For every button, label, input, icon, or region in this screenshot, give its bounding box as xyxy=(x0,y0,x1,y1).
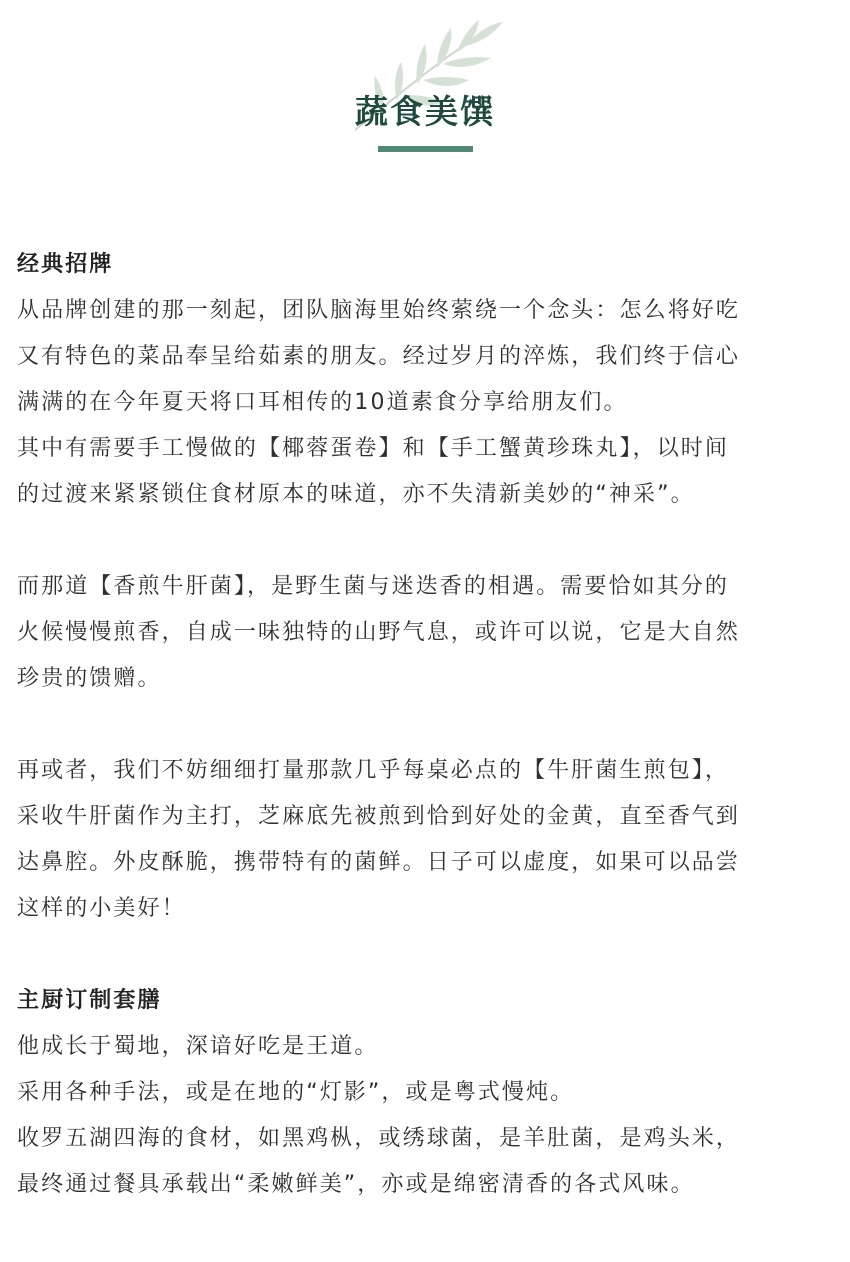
page-title: 蔬食美馔 xyxy=(355,92,495,131)
paragraph-line: 再或者，我们不妨细细打量那款几乎每桌必点的【牛肝菌生煎包】， xyxy=(17,758,730,783)
paragraph-gap xyxy=(17,932,837,978)
paragraph-line: 达鼻腔。外皮酥脆，携带特有的菌鲜。日子可以虚度，如果可以品尝 xyxy=(17,850,741,875)
section-heading: 主厨订制套膳 xyxy=(17,988,162,1013)
paragraph-gap xyxy=(17,518,837,564)
paragraph-line: 而那道【香煎牛肝菌】，是野生菌与迷迭香的相遇。需要恰如其分的 xyxy=(17,574,730,599)
paragraph-line: 的过渡来紧紧锁住食材原本的味道，亦不失清新美妙的“神采”。 xyxy=(17,482,695,507)
paragraph-line: 火候慢慢煎香，自成一味独特的山野气息，或许可以说，它是大自然 xyxy=(17,620,741,645)
page-header xyxy=(0,0,850,170)
paragraph-line: 其中有需要手工慢做的【椰蓉蛋卷】和【手工蟹黄珍珠丸】，以时间 xyxy=(17,436,730,461)
title-underline xyxy=(378,146,473,152)
paragraph-line: 这样的小美好！ xyxy=(17,896,186,921)
article-body xyxy=(17,242,837,1208)
paragraph-line: 最终通过餐具承载出“柔嫩鲜美”，亦或是绵密清香的各式风味。 xyxy=(17,1172,695,1197)
paragraph-line: 珍贵的馈赠。 xyxy=(17,666,162,691)
section-heading: 经典招牌 xyxy=(17,252,114,277)
paragraph-line: 采用各种手法，或是在地的“灯影”，或是粤式慢炖。 xyxy=(17,1080,575,1105)
paragraph-line: 他成长于蜀地，深谙好吃是王道。 xyxy=(17,1034,379,1059)
paragraph-line: 采收牛肝菌作为主打，芝麻底先被煎到恰到好处的金黄，直至香气到 xyxy=(17,804,741,829)
paragraph-line: 又有特色的菜品奉呈给茹素的朋友。经过岁月的淬炼，我们终于信心 xyxy=(17,344,741,369)
paragraph-line: 从品牌创建的那一刻起，团队脑海里始终萦绕一个念头：怎么将好吃 xyxy=(17,298,741,323)
paragraph-line: 收罗五湖四海的食材，如黑鸡枞，或绣球菌，是羊肚菌，是鸡头米， xyxy=(17,1126,741,1151)
paragraph-gap xyxy=(17,702,837,748)
paragraph-line: 满满的在今年夏天将口耳相传的10道素食分享给朋友们。 xyxy=(17,390,628,415)
